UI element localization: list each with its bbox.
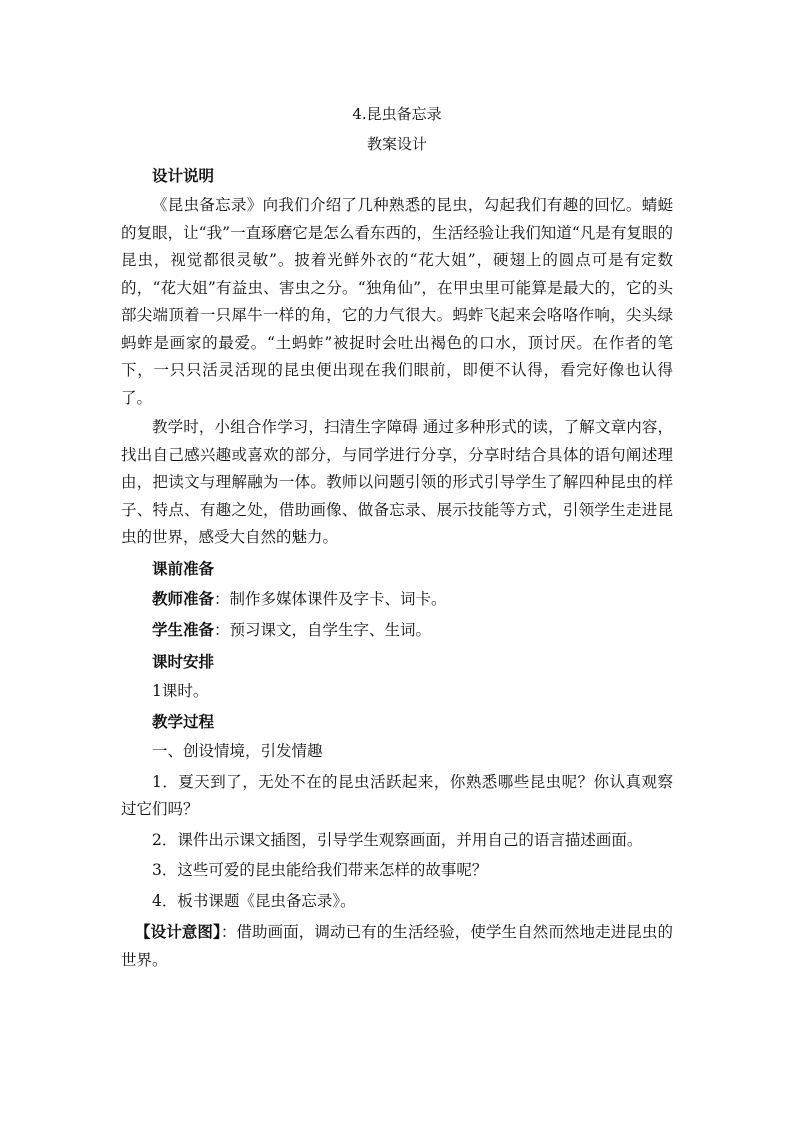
paragraph-design-notes-2: 教学时，小组合作学习，扫清生字障碍 通过多种形式的读，了解文章内容，找出自己感兴趣或喜欢的部分，与同学进行分享，分享时结合具体的语句阐述理由，把读文与理解融为一体。教师以问题引领的形式引导学生了解四种昆虫的样子、特点、有趣之处，借助画像、做备忘录、展示技能等方式，引领学生走进昆虫的世界，感受大自然的魅力。 xyxy=(121,418,673,546)
heading-design-notes: 设计说明 xyxy=(152,166,215,185)
heading-schedule: 课时安排 xyxy=(152,651,215,671)
paragraph-design-notes-1: 《昆虫备忘录》向我们介绍了几种熟悉的昆虫，勾起我们有趣的回忆。蜻蜓的复眼，让“我”一直琢磨它是怎么看东西的，生活经验让我们知道“凡是有复眼的昆虫，视觉都很灵敏”。披着光鲜外衣的“花大姐”，硬翅上的圆点可是有定数的，“花大姐”有益虫、害虫之分。“独角仙”，在甲虫里可能算是最大的，它的头部尖端顶着一只犀牛一样的角，它的力气很大。蚂蚱飞起来会咯咯作响，尖头绿蚂蚱是画家的最爱。“土蚂蚱”被捉时会吐出褐色的口水，顶讨厌。在作者的笔下，一只只活灵活现的昆虫便出现在我们眼前，即便不认得，看完好像也认得了。 xyxy=(121,196,673,407)
heading-process: 教学过程 xyxy=(152,712,215,731)
design-intent-text: ：借助画面，调动已有的生活经验，使学生自然而然地走进昆虫的世界。 xyxy=(121,923,673,969)
design-intent xyxy=(121,918,673,974)
student-preparation xyxy=(121,616,673,645)
student-preparation-text: ：预习课文，自学生字、生词。 xyxy=(214,621,432,639)
process-part1-title: 一、创设情境，引发情趣 xyxy=(152,742,323,760)
teacher-preparation-label: 教师准备 xyxy=(152,588,215,608)
process-step: 1．夏天到了，无处不在的昆虫活跃起来，你熟悉哪些昆虫呢？你认真观察过它们吗？ xyxy=(121,772,673,818)
teacher-preparation xyxy=(121,585,673,614)
process-step: 3．这些可爱的昆虫能给我们带来怎样的故事呢？ xyxy=(152,861,488,879)
process-step: 2．课件出示课文插图，引导学生观察画面，并用自己的语言描述画面。 xyxy=(152,830,643,849)
schedule-text: 1课时。 xyxy=(152,681,209,700)
student-preparation-label: 学生准备 xyxy=(152,620,215,639)
document-subtitle: 教案设计 xyxy=(366,135,427,153)
process-step: 4．板书课题《昆虫备忘录》。 xyxy=(152,891,356,910)
design-intent-label: 【设计意图】 xyxy=(135,922,221,941)
heading-preparation: 课前准备 xyxy=(152,558,215,578)
teacher-preparation-text: ：制作多媒体课件及字卡、词卡。 xyxy=(214,589,447,608)
document-page xyxy=(121,102,673,977)
document-title: 4.昆虫备忘录 xyxy=(352,105,442,123)
